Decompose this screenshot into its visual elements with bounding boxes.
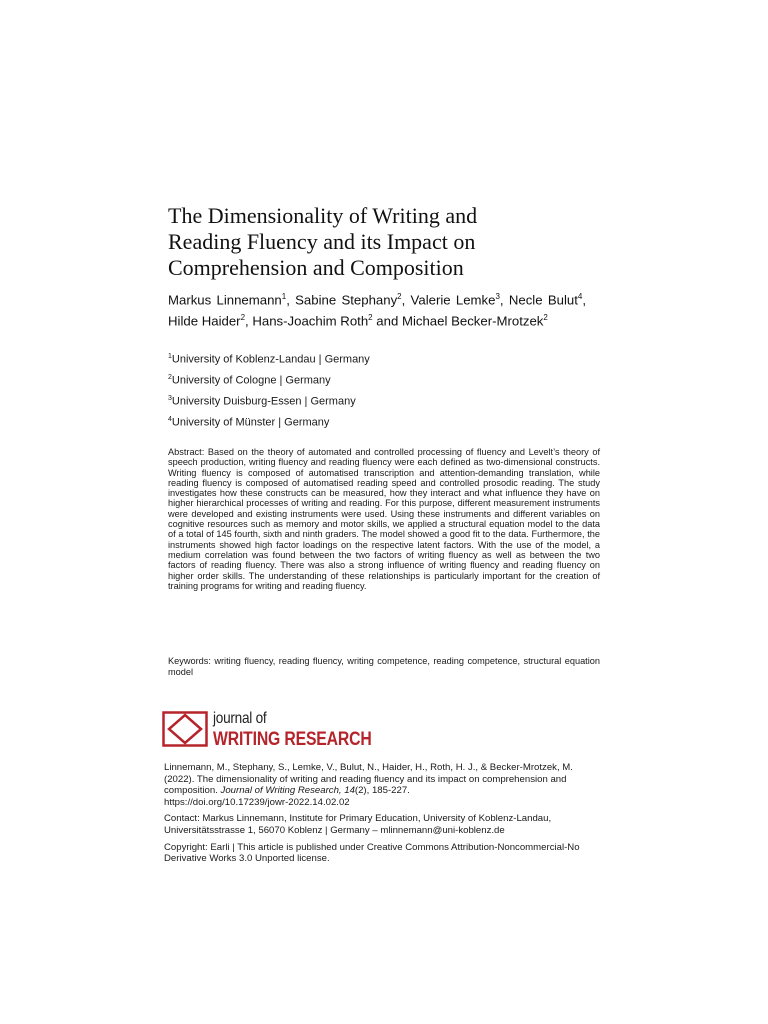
author-name: Valerie Lemke: [410, 292, 496, 308]
affiliation: $^3$University Duisburg-Essen | Germany: [168, 394, 356, 408]
abstract-text: Based on the theory of automated and controlled processing of fluency and Levelt’s theory of speech production, writing fluency and reading fluency were each defined as two-dimensional constructs. Writing fluency is composed of automatised transcription and attention-demanding translation, while reading fluency is composed of automatised reading speed and controlled prosodic reading. The study investigates how these constructs can be measured, how they interact and what influence they have on higher hierarchical processes of writing and reading. For this purpose, different measurement instruments were developed and existing instruments were used. Using these instruments and different variables on cognitive resources such as memory and motor skills, we applied a structural equation model to the data of a total of 145 fourth, sixth and ninth graders. The model showed a good fit to the data. Furthermore, the instruments showed high factor loadings on the respective latent factors. With the use of the model, a medium correlation was found between the two factors of writing fluency as well as between the two factors of reading fluency. There was also a strong influence of writing fluency and reading fluency on higher order skills. The understanding of these relationships is particularly important for the creation of training programs for writing and reading fluency.: [168, 447, 600, 591]
author-affil-mark: 2: [240, 313, 246, 323]
author-name: Hans-Joachim Roth: [252, 313, 369, 329]
contact-info: Contact: Markus Linnemann, Institute for Primary Education, University of Koblenz-Landau, Universitätsstrasse 1, 56070 Koblenz | Germany – mlinnemann@uni-koblenz.de: [164, 813, 552, 836]
doi-link[interactable]: https://doi.org/10.17239/jowr-2022.14.02.02: [164, 796, 350, 808]
affiliation: $^1$University of Koblenz-Landau | Germany: [168, 353, 370, 366]
author-name: Markus Linnemann: [168, 292, 282, 308]
citation: [164, 762, 604, 808]
title-line-3: Comprehension and Composition: [168, 255, 464, 280]
copyright-notice: Copyright: Earli | This article is published under Creative Commons Attribution-Noncommercial-No Derivative Works 3.0 Unported license.: [164, 841, 580, 865]
citation-pages: (2), 185-227.: [354, 785, 410, 797]
journal-diamond-icon: [162, 711, 208, 747]
author-affil-mark: 2: [397, 292, 402, 301]
author-name: Necle Bulut: [508, 292, 578, 308]
citation-text: Linnemann, M., Stephany, S., Lemke, V., Bulut, N., Haider, H., Roth, H. J., & Becker-Mrotzek, M. (2022). The dimensionality of writing and reading fluency and its impact on comprehension and composition.: [164, 762, 573, 797]
author-affil-mark: 4: [577, 292, 583, 301]
article-meta: [164, 762, 604, 870]
author-affil-mark: 3: [495, 292, 500, 301]
author-list: Markus Linnemann$^1$, Sabine Stephany$^2$, Valerie Lemke$^3$, Necle Bulut$^4$, Hilde Haider$^2$, Hans-Joachim Roth$^2$ and Michael Becker-Mrotzek$^2$: [168, 292, 586, 329]
citation-journal: Journal of Writing Research, 14: [220, 785, 355, 797]
article-title: [168, 203, 608, 281]
author-affil-mark: 1: [281, 292, 287, 301]
keywords-text: writing fluency, reading fluency, writing competence, reading competence, structural equation model: [168, 656, 600, 677]
author-name: Hilde Haider: [168, 313, 241, 329]
journal-logo: [162, 711, 422, 751]
keywords-label: Keywords:: [168, 656, 211, 666]
title-line-2: Reading Fluency and its Impact on: [168, 229, 476, 254]
journal-logo-line-2: WRITING RESEARCH: [213, 729, 372, 750]
affiliation-list: [168, 348, 468, 432]
affiliation: $^4$University of Münster | Germany: [168, 415, 330, 429]
author-name: Sabine Stephany: [295, 292, 398, 308]
abstract-label: Abstract:: [168, 447, 205, 457]
author-affil-mark: 2: [543, 313, 548, 323]
abstract: [168, 447, 600, 591]
author-affil-mark: 2: [368, 313, 373, 323]
author-name: Michael Becker-Mrotzek: [401, 313, 544, 329]
affiliation: $^2$University of Cologne | Germany: [168, 373, 331, 387]
keywords: [168, 656, 600, 678]
title-line-1: The Dimensionality of Writing and: [168, 203, 478, 228]
journal-logo-line-1: journal of: [213, 710, 267, 727]
